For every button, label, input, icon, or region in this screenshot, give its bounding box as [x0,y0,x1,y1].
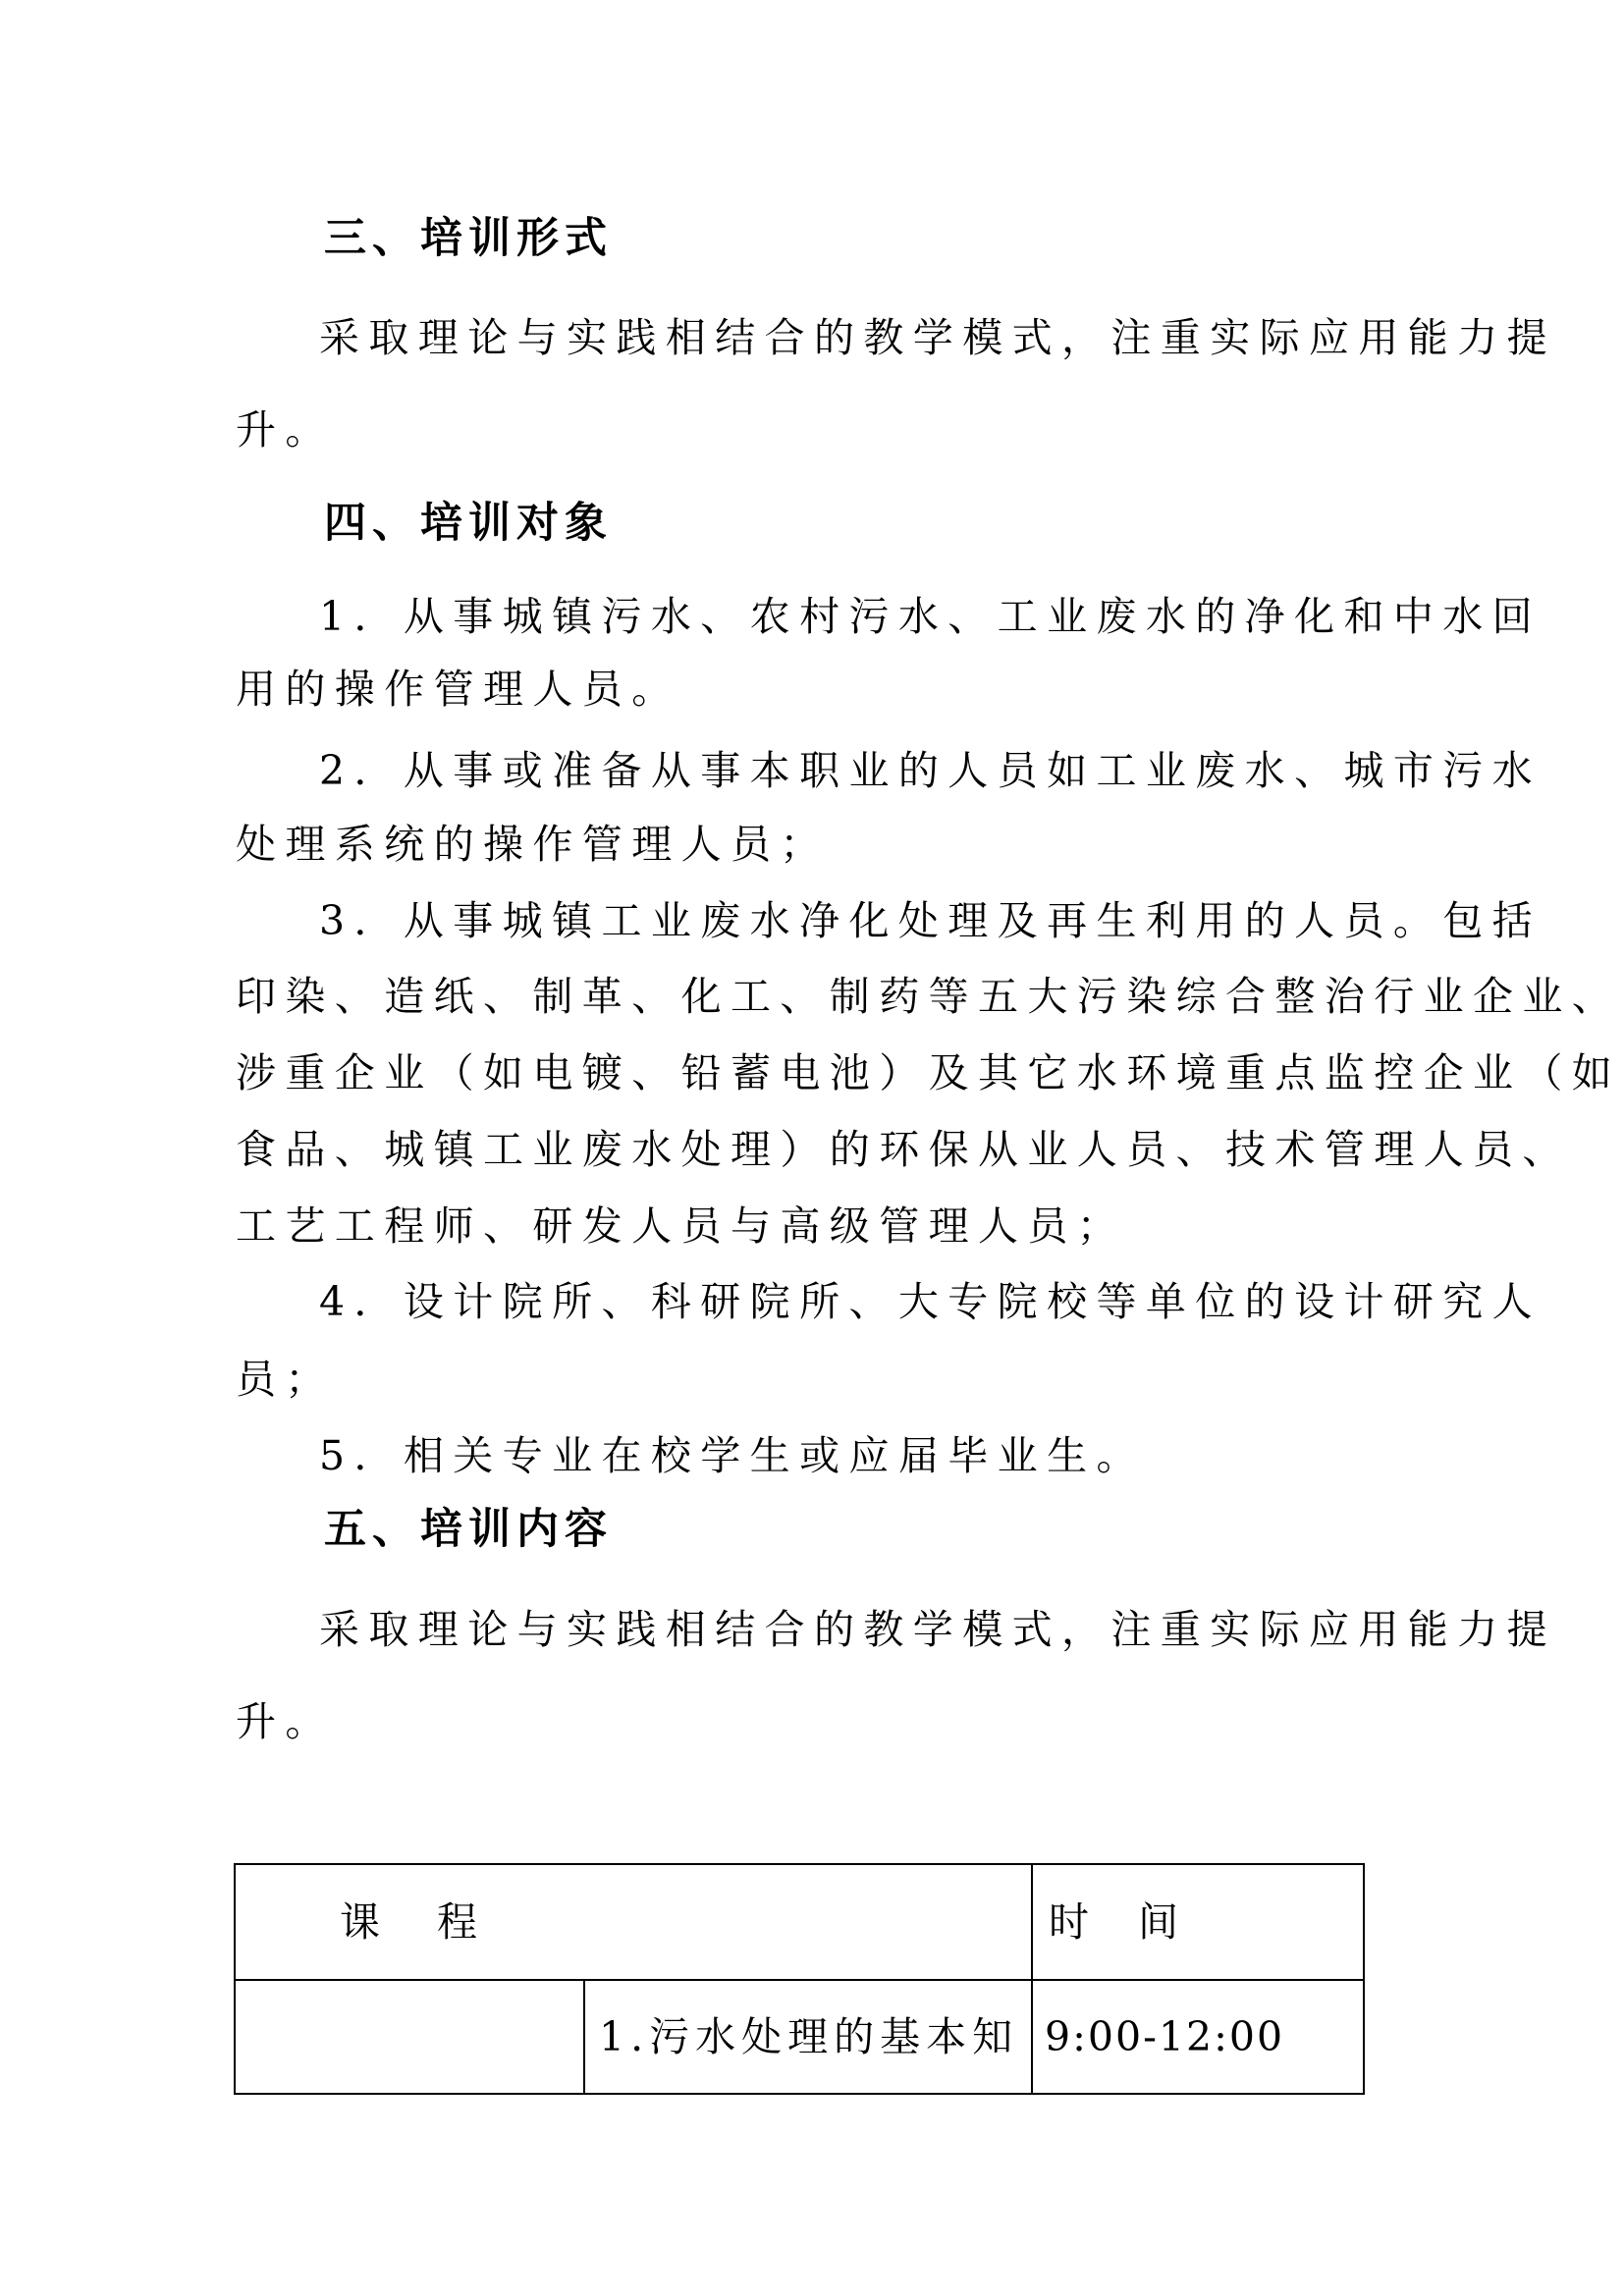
header-course-char: 程 [437,1898,483,1946]
section-3-heading: 三、培训形式 [324,214,613,263]
section-5-heading: 五、培训内容 [324,1505,613,1554]
header-course-cell [235,1864,1032,1980]
section-3-body-line: 升。 [236,406,335,454]
section-4-heading: 四、培训对象 [324,499,613,548]
table-header-row [235,1864,1364,1980]
header-time-char: 时 [1049,1898,1095,1946]
section-4-item-3-line: 印染、造纸、制革、化工、制药等五大污染综合整治行业企业、 [236,973,1622,1020]
header-time-cell [1032,1864,1364,1980]
course-time-cell: 9:00-12:00 [1032,1980,1364,2094]
header-course-char: 课 [340,1898,386,1946]
section-4-item-1-line: 1．从事城镇污水、农村污水、工业废水的净化和中水回 [319,593,1543,640]
section-4-item-3-line: 工艺工程师、研发人员与高级管理人员； [236,1202,1127,1250]
section-5-body-line: 采取理论与实践相结合的教学模式，注重实际应用能力提 [319,1606,1556,1653]
section-4-item-3-line: 涉重企业（如电镀、铅蓄电池）及其它水环境重点监控企业（如 [236,1049,1622,1096]
course-schedule-table [234,1863,1365,2095]
section-4-item-3-line: 3．从事城镇工业废水净化处理及再生利用的人员。包括 [319,897,1543,944]
section-4-item-4-line: 员； [236,1356,335,1403]
course-category-cell [235,1980,584,2094]
section-4-item-2-line: 处理系统的操作管理人员； [236,821,830,868]
section-4-item-1-line: 用的操作管理人员。 [236,666,681,713]
section-5-body-line: 升。 [236,1698,335,1745]
section-4-item-3-line: 食品、城镇工业废水处理）的环保从业人员、技术管理人员、 [236,1126,1572,1173]
course-item-cell: 1.污水处理的基本知 [584,1980,1032,2094]
header-time-char: 间 [1138,1898,1184,1946]
section-4-item-5-line: 5．相关专业在校学生或应届毕业生。 [319,1432,1146,1479]
table-row [235,1980,1364,2094]
section-4-item-2-line: 2．从事或准备从事本职业的人员如工业废水、城市污水 [319,747,1543,794]
section-3-body-line: 采取理论与实践相结合的教学模式，注重实际应用能力提 [319,314,1556,361]
section-4-item-4-line: 4．设计院所、科研院所、大专院校等单位的设计研究人 [319,1278,1543,1325]
